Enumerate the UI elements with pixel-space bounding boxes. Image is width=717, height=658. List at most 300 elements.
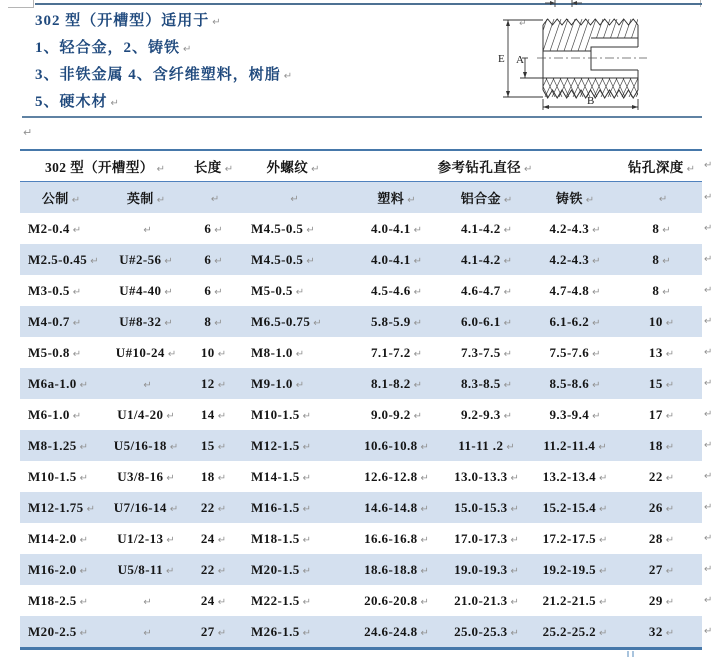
cell-metric[interactable]: M5-0.8 ↵ <box>28 344 82 360</box>
row-end-mark: ↵ <box>704 564 713 575</box>
cell-end-mark: ↵ <box>306 255 315 267</box>
cell-end-mark: ↵ <box>503 224 513 236</box>
cell-plastic[interactable]: 9.0-9.2 ↵ <box>371 406 423 422</box>
table-row <box>20 399 702 430</box>
cell-end-mark: ↵ <box>217 472 227 484</box>
cell-end-mark: ↵ <box>210 193 220 205</box>
cell-metric[interactable]: M16-2.0 ↵ <box>20 554 102 585</box>
cell-end-mark: ↵ <box>164 286 173 298</box>
cell-end-mark: ↵ <box>156 164 166 175</box>
row-end-mark: ↵ <box>704 626 713 637</box>
cell-end-mark: ↵ <box>302 534 312 546</box>
cell-end-mark: ↵ <box>214 255 223 267</box>
paragraph-mark: ↵ <box>519 19 527 29</box>
cell-ext-thread[interactable]: M26-1.5 ↵ <box>237 616 349 649</box>
col-header-302-type[interactable]: 302 型（开槽型） ↵ <box>20 150 190 182</box>
cell-cast-iron[interactable]: 13.2-13.4 ↵ <box>542 468 608 484</box>
cell-aluminum[interactable]: 13.0-13.3 ↵ <box>454 468 519 484</box>
cell-end-mark: ↵ <box>592 379 601 391</box>
cell-imperial[interactable]: U1/4-20 ↵ <box>117 406 175 422</box>
cell-cast-iron[interactable]: 17.2-17.5 ↵ <box>542 530 608 546</box>
cell-end-mark: ↵ <box>662 286 671 298</box>
cell-end-mark: ↵ <box>510 503 519 515</box>
cell-aluminum[interactable]: 15.0-15.3 ↵ <box>444 492 529 523</box>
cell-aluminum[interactable]: 4.1-4.2 ↵ <box>461 220 513 236</box>
cell-end-mark: ↵ <box>71 195 81 206</box>
col-header-metric[interactable]: 公制 ↵ <box>20 182 102 214</box>
cell-plastic[interactable]: 16.6-16.8 ↵ <box>364 530 429 546</box>
cell-metric[interactable]: M18-2.5 ↵ <box>28 592 89 608</box>
row-end-mark: ↵ <box>704 316 713 327</box>
paragraph-mark: ↵ <box>283 71 293 82</box>
cell-imperial[interactable] <box>102 213 190 244</box>
cell-ext-thread[interactable]: M5-0.5 ↵ <box>251 282 305 298</box>
cell-cast-iron[interactable]: 19.2-19.5 ↵ <box>529 554 621 585</box>
cell-depth[interactable]: 18 ↵ <box>621 430 702 461</box>
cell-length[interactable]: 27 ↵ <box>190 616 237 649</box>
cell-metric[interactable]: M4-0.7 ↵ <box>20 306 102 337</box>
cell-depth[interactable]: 26 ↵ <box>621 492 702 523</box>
cell-end-mark: ↵ <box>413 224 423 236</box>
cell-end-mark: ↵ <box>79 472 89 484</box>
cell-end-mark: ↵ <box>665 472 675 484</box>
col-header-aluminum[interactable]: 铝合金 ↵ <box>444 182 529 214</box>
cell-plastic[interactable]: 4.5-4.6 ↵ <box>371 282 423 298</box>
col-header-empty[interactable] <box>237 182 349 214</box>
cell-end-mark: ↵ <box>510 534 519 546</box>
cell-end-mark: ↵ <box>407 195 416 206</box>
cell-end-mark: ↵ <box>143 627 152 639</box>
cell-imperial[interactable]: U5/16-18 ↵ <box>102 430 190 461</box>
cell-end-mark: ↵ <box>420 441 429 453</box>
cell-end-mark: ↵ <box>420 534 429 546</box>
cell-end-mark: ↵ <box>510 472 519 484</box>
cell-end-mark: ↵ <box>598 441 607 453</box>
cell-end-mark: ↵ <box>503 348 513 360</box>
cell-aluminum[interactable]: 21.0-21.3 ↵ <box>454 592 519 608</box>
cell-end-mark: ↵ <box>79 627 89 639</box>
table-row <box>20 585 702 616</box>
cell-imperial[interactable]: U#4-40 ↵ <box>119 282 173 298</box>
cell-end-mark: ↵ <box>420 503 429 515</box>
cell-end-mark: ↵ <box>665 534 675 546</box>
cell-length[interactable]: 14 ↵ <box>200 406 227 422</box>
cell-aluminum[interactable]: 4.1-4.2 ↵ <box>444 244 529 275</box>
cell-end-mark: ↵ <box>665 348 675 360</box>
cell-end-mark: ↵ <box>302 472 312 484</box>
intro-block <box>35 8 292 116</box>
cell-length[interactable]: 10 ↵ <box>200 344 227 360</box>
cell-cast-iron[interactable]: 21.2-21.5 ↵ <box>542 592 608 608</box>
cell-end-mark: ↵ <box>503 255 513 267</box>
cell-end-mark: ↵ <box>217 379 227 391</box>
cell-end-mark: ↵ <box>302 410 312 422</box>
cell-ext-thread[interactable]: M4.5-0.5 ↵ <box>237 244 349 275</box>
cell-end-mark: ↵ <box>413 348 423 360</box>
cell-aluminum[interactable]: 4.6-4.7 ↵ <box>461 282 513 298</box>
dimension-label-b: B <box>587 95 595 107</box>
cell-length[interactable]: 18 ↵ <box>200 468 227 484</box>
cell-imperial[interactable] <box>102 616 190 649</box>
cell-end-mark: ↵ <box>217 503 227 515</box>
cell-plastic[interactable]: 10.6-10.8 ↵ <box>349 430 444 461</box>
cell-plastic[interactable]: 18.6-18.8 ↵ <box>349 554 444 585</box>
cell-metric[interactable]: M2-0.4 ↵ <box>28 220 82 236</box>
cell-imperial[interactable]: U1/2-13 ↵ <box>117 530 175 546</box>
cell-ext-thread[interactable]: M4.5-0.5 ↵ <box>251 220 315 236</box>
cell-end-mark: ↵ <box>72 348 82 360</box>
cell-end-mark: ↵ <box>166 410 175 422</box>
table-row <box>20 554 702 585</box>
cell-length[interactable]: 6 ↵ <box>190 244 237 275</box>
cell-ext-thread[interactable]: M16-1.5 ↵ <box>237 492 349 523</box>
cell-plastic[interactable]: 4.0-4.1 ↵ <box>371 220 423 236</box>
cell-cast-iron[interactable]: 9.3-9.4 ↵ <box>549 406 601 422</box>
intro-line[interactable]: 3、非铁金属 4、含纤维塑料，树脂 ↵ <box>35 67 293 83</box>
cell-imperial[interactable] <box>102 368 190 399</box>
cell-end-mark: ↵ <box>599 472 608 484</box>
cell-end-mark: ↵ <box>169 503 179 515</box>
cell-end-mark: ↵ <box>214 286 223 298</box>
row-end-mark: ↵ <box>704 285 713 296</box>
cell-depth[interactable]: 22 ↵ <box>648 468 675 484</box>
cell-end-mark: ↵ <box>290 193 299 205</box>
cell-end-mark: ↵ <box>143 596 152 608</box>
cell-end-mark: ↵ <box>413 379 423 391</box>
cell-aluminum[interactable]: 11-11 .2 ↵ <box>444 430 529 461</box>
cell-metric[interactable]: M3-0.5 ↵ <box>28 282 82 298</box>
cell-length[interactable]: 6 ↵ <box>204 282 223 298</box>
cell-end-mark: ↵ <box>686 164 696 175</box>
cell-imperial[interactable] <box>102 585 190 616</box>
cell-end-mark: ↵ <box>217 441 227 453</box>
cell-end-mark: ↵ <box>302 596 312 608</box>
paragraph-mark: ↵ <box>183 44 192 55</box>
cell-end-mark: ↵ <box>72 224 82 236</box>
cell-aluminum[interactable]: 7.3-7.5 ↵ <box>461 344 513 360</box>
cell-end-mark: ↵ <box>658 193 668 205</box>
cell-end-mark: ↵ <box>503 410 513 422</box>
col-header-empty[interactable] <box>190 182 237 214</box>
col-header-cast-iron[interactable]: 铸铁 ↵ <box>529 182 621 214</box>
cell-end-mark: ↵ <box>306 224 315 236</box>
cell-end-mark: ↵ <box>166 534 175 546</box>
cell-end-mark: ↵ <box>665 379 675 391</box>
cell-end-mark: ↵ <box>169 441 179 453</box>
cell-plastic[interactable]: 5.8-5.9 ↵ <box>349 306 444 337</box>
cell-depth[interactable]: 29 ↵ <box>648 592 675 608</box>
cell-aluminum[interactable]: 19.0-19.3 ↵ <box>444 554 529 585</box>
cell-end-mark: ↵ <box>599 596 608 608</box>
cell-ext-thread[interactable]: M9-1.0 ↵ <box>237 368 349 399</box>
insert-technical-drawing <box>497 0 655 116</box>
cell-end-mark: ↵ <box>295 379 305 391</box>
cell-length[interactable]: 15 ↵ <box>190 430 237 461</box>
cell-cast-iron[interactable]: 4.2-4.3 ↵ <box>549 220 601 236</box>
cell-plastic[interactable]: 14.6-14.8 ↵ <box>349 492 444 523</box>
cell-end-mark: ↵ <box>164 255 173 267</box>
col-header-external-thread[interactable]: 外螺纹 ↵ <box>237 150 349 182</box>
cell-depth[interactable]: 10 ↵ <box>621 306 702 337</box>
cell-end-mark: ↵ <box>662 224 671 236</box>
cell-end-mark: ↵ <box>524 164 533 175</box>
row-end-mark: ↵ <box>704 160 713 171</box>
cell-end-mark: ↵ <box>420 627 429 639</box>
table-row <box>20 368 702 399</box>
row-end-mark: ↵ <box>704 254 713 265</box>
cell-end-mark: ↵ <box>585 195 595 206</box>
cell-metric[interactable]: M10-1.5 ↵ <box>28 468 89 484</box>
row-end-mark: ↵ <box>704 471 713 482</box>
cell-end-mark: ↵ <box>413 255 423 267</box>
cell-plastic[interactable]: 8.1-8.2 ↵ <box>349 368 444 399</box>
table-row <box>20 430 702 461</box>
cell-end-mark: ↵ <box>86 503 95 515</box>
cell-end-mark: ↵ <box>420 565 429 577</box>
col-header-empty[interactable] <box>621 182 702 214</box>
cell-aluminum[interactable]: 9.2-9.3 ↵ <box>461 406 513 422</box>
paragraph-mark: ↵ <box>110 98 119 109</box>
cell-metric[interactable]: M6-1.0 ↵ <box>28 406 82 422</box>
row-end-mark: ↵ <box>704 440 713 451</box>
cell-end-mark: ↵ <box>302 565 312 577</box>
cell-depth[interactable]: 13 ↵ <box>648 344 675 360</box>
cell-aluminum[interactable]: 17.0-17.3 ↵ <box>454 530 519 546</box>
insert-spec-table <box>20 149 702 650</box>
cell-depth[interactable]: 8 ↵ <box>652 282 671 298</box>
cell-end-mark: ↵ <box>599 534 608 546</box>
cell-ext-thread[interactable]: M10-1.5 ↵ <box>251 406 312 422</box>
row-end-mark: ↵ <box>704 595 713 606</box>
paragraph-mark: ↵ <box>23 126 33 139</box>
cell-imperial[interactable]: U5/8-11 ↵ <box>102 554 190 585</box>
cell-end-mark: ↵ <box>166 472 175 484</box>
intro-title[interactable]: 302 型（开槽型）适用于 ↵ <box>35 13 221 29</box>
cell-end-mark: ↵ <box>665 627 675 639</box>
cell-cast-iron[interactable]: 4.7-4.8 ↵ <box>549 282 601 298</box>
cell-end-mark: ↵ <box>143 379 152 391</box>
cell-end-mark: ↵ <box>665 410 675 422</box>
cell-end-mark: ↵ <box>217 534 227 546</box>
row-end-mark: ↵ <box>704 502 713 513</box>
cell-cast-iron[interactable]: 25.2-25.2 ↵ <box>529 616 621 649</box>
cell-metric[interactable]: M12-1.75 ↵ <box>20 492 102 523</box>
cell-end-mark: ↵ <box>217 565 227 577</box>
cell-end-mark: ↵ <box>72 286 82 298</box>
table-row <box>20 244 702 275</box>
cell-end-mark: ↵ <box>413 410 423 422</box>
cell-cast-iron[interactable]: 15.2-15.4 ↵ <box>529 492 621 523</box>
cell-aluminum[interactable]: 6.0-6.1 ↵ <box>444 306 529 337</box>
row-end-mark: ↵ <box>704 409 713 420</box>
cell-end-mark: ↵ <box>420 472 429 484</box>
cell-ext-thread[interactable]: M6.5-0.75 ↵ <box>237 306 349 337</box>
cell-end-mark: ↵ <box>72 317 82 329</box>
cell-end-mark: ↵ <box>217 627 227 639</box>
cell-plastic[interactable]: 20.6-20.8 ↵ <box>364 592 429 608</box>
cell-imperial[interactable]: U#10-24 ↵ <box>115 344 177 360</box>
col-header-imperial[interactable]: 英制 ↵ <box>102 182 190 214</box>
cell-ext-thread[interactable]: M14-1.5 ↵ <box>251 468 312 484</box>
cell-end-mark: ↵ <box>224 164 234 175</box>
cell-metric[interactable]: M6a-1.0 ↵ <box>20 368 102 399</box>
cell-imperial[interactable]: U#8-32 ↵ <box>102 306 190 337</box>
cell-end-mark: ↵ <box>72 410 82 422</box>
cell-aluminum[interactable]: 25.0-25.3 ↵ <box>444 616 529 649</box>
cell-end-mark: ↵ <box>503 379 513 391</box>
cell-cast-iron[interactable]: 8.5-8.6 ↵ <box>529 368 621 399</box>
table-row <box>20 306 702 337</box>
cell-end-mark: ↵ <box>503 195 513 206</box>
cell-end-mark: ↵ <box>665 503 675 515</box>
cell-ext-thread[interactable]: M18-1.5 ↵ <box>251 530 312 546</box>
table-row <box>20 337 702 368</box>
cell-end-mark: ↵ <box>217 596 227 608</box>
cell-end-mark: ↵ <box>156 195 166 206</box>
cell-end-mark: ↵ <box>506 441 515 453</box>
cell-length[interactable]: 22 ↵ <box>190 492 237 523</box>
cell-end-mark: ↵ <box>510 627 519 639</box>
paragraph-mark: ↵ <box>212 17 221 28</box>
cell-end-mark: ↵ <box>302 503 312 515</box>
table-row <box>20 461 702 492</box>
table-row <box>20 492 702 523</box>
cell-end-mark: ↵ <box>503 317 513 329</box>
cell-imperial[interactable]: U#2-56 ↵ <box>102 244 190 275</box>
dimension-label-a: A <box>516 54 524 66</box>
cell-plastic[interactable]: 7.1-7.2 ↵ <box>371 344 423 360</box>
col-header-drill-depth[interactable]: 钻孔深度 ↵ <box>621 150 702 182</box>
table-row <box>20 275 702 306</box>
cell-end-mark: ↵ <box>295 286 305 298</box>
cell-end-mark: ↵ <box>592 286 601 298</box>
cell-ext-thread[interactable]: M8-1.0 ↵ <box>251 344 305 360</box>
intro-line[interactable]: 5、硬木材 ↵ <box>35 94 119 110</box>
cell-depth[interactable]: 28 ↵ <box>648 530 675 546</box>
cell-end-mark: ↵ <box>214 224 223 236</box>
cell-depth[interactable]: 32 ↵ <box>621 616 702 649</box>
cell-length[interactable]: 24 ↵ <box>200 592 227 608</box>
cell-depth[interactable]: 8 ↵ <box>652 220 671 236</box>
section-divider-rule <box>22 116 702 118</box>
cell-end-mark: ↵ <box>79 441 89 453</box>
cell-metric[interactable]: M14-2.0 ↵ <box>28 530 89 546</box>
table-handle-tick <box>632 651 634 657</box>
table-row <box>20 616 702 649</box>
cell-depth[interactable]: 8 ↵ <box>621 244 702 275</box>
cell-end-mark: ↵ <box>164 317 173 329</box>
cell-end-mark: ↵ <box>665 565 675 577</box>
cell-end-mark: ↵ <box>313 317 322 329</box>
cell-end-mark: ↵ <box>592 317 601 329</box>
cell-cast-iron[interactable]: 11.2-11.4 ↵ <box>529 430 621 461</box>
cell-end-mark: ↵ <box>167 348 177 360</box>
cell-end-mark: ↵ <box>295 348 305 360</box>
cell-imperial[interactable]: U7/16-14 ↵ <box>102 492 190 523</box>
table-row <box>20 523 702 554</box>
cell-end-mark: ↵ <box>413 286 423 298</box>
cell-end-mark: ↵ <box>599 627 608 639</box>
cell-ext-thread[interactable]: M22-1.5 ↵ <box>251 592 312 608</box>
cell-end-mark: ↵ <box>79 379 89 391</box>
cell-end-mark: ↵ <box>662 255 671 267</box>
cell-end-mark: ↵ <box>510 565 519 577</box>
row-end-mark: ↵ <box>704 192 713 203</box>
cell-depth[interactable]: 17 ↵ <box>648 406 675 422</box>
intro-line[interactable]: 1、轻合金，2、铸铁 ↵ <box>35 40 192 56</box>
cell-end-mark: ↵ <box>599 565 608 577</box>
row-end-mark: ↵ <box>704 378 713 389</box>
cell-end-mark: ↵ <box>143 224 152 236</box>
col-header-length[interactable]: 长度 ↵ <box>190 150 237 182</box>
cell-cast-iron[interactable]: 4.2-4.3 ↵ <box>529 244 621 275</box>
cell-end-mark: ↵ <box>599 503 608 515</box>
table-header-row-2 <box>20 182 702 214</box>
cell-end-mark: ↵ <box>413 317 423 329</box>
cell-end-mark: ↵ <box>503 286 513 298</box>
cell-cast-iron[interactable]: 6.1-6.2 ↵ <box>529 306 621 337</box>
cell-end-mark: ↵ <box>592 255 601 267</box>
cell-metric[interactable]: M8-1.25 ↵ <box>20 430 102 461</box>
cell-end-mark: ↵ <box>217 348 227 360</box>
cell-end-mark: ↵ <box>665 317 675 329</box>
cell-end-mark: ↵ <box>214 317 223 329</box>
cell-ext-thread[interactable]: M12-1.5 ↵ <box>237 430 349 461</box>
cell-plastic[interactable]: 4.0-4.1 ↵ <box>349 244 444 275</box>
cell-end-mark: ↵ <box>302 627 312 639</box>
cell-depth[interactable]: 15 ↵ <box>621 368 702 399</box>
cell-end-mark: ↵ <box>217 410 227 422</box>
margin-crop-mark-top-left-v <box>33 0 34 7</box>
table-handle-tick <box>627 651 629 657</box>
col-header-ref-drill-diameter[interactable]: 参考钻孔直径 ↵ <box>349 150 621 182</box>
col-header-plastic[interactable]: 塑料 ↵ <box>349 182 444 214</box>
cell-metric[interactable]: M20-2.5 ↵ <box>20 616 102 649</box>
cell-end-mark: ↵ <box>311 164 320 175</box>
table-row <box>20 213 702 244</box>
cell-end-mark: ↵ <box>592 348 601 360</box>
cell-plastic[interactable]: 12.6-12.8 ↵ <box>364 468 429 484</box>
cell-plastic[interactable]: 24.6-24.8 ↵ <box>349 616 444 649</box>
cell-length[interactable]: 24 ↵ <box>200 530 227 546</box>
cell-depth[interactable]: 27 ↵ <box>621 554 702 585</box>
cell-aluminum[interactable]: 8.3-8.5 ↵ <box>444 368 529 399</box>
cell-end-mark: ↵ <box>665 441 675 453</box>
cell-cast-iron[interactable]: 7.5-7.6 ↵ <box>549 344 601 360</box>
cell-length[interactable]: 8 ↵ <box>190 306 237 337</box>
cell-length[interactable]: 12 ↵ <box>190 368 237 399</box>
table-header-row-1 <box>20 150 702 182</box>
cell-imperial[interactable]: U3/8-16 ↵ <box>117 468 175 484</box>
row-end-mark: ↵ <box>704 223 713 234</box>
cell-ext-thread[interactable]: M20-1.5 ↵ <box>237 554 349 585</box>
cell-end-mark: ↵ <box>90 255 99 267</box>
cell-length[interactable]: 22 ↵ <box>190 554 237 585</box>
dimension-label-e: E <box>498 53 505 65</box>
row-end-mark: ↵ <box>704 533 713 544</box>
row-end-mark: ↵ <box>704 347 713 358</box>
cell-end-mark: ↵ <box>592 224 601 236</box>
cell-end-mark: ↵ <box>302 441 312 453</box>
cell-end-mark: ↵ <box>420 596 429 608</box>
margin-crop-mark-top-left-h <box>8 7 34 8</box>
cell-end-mark: ↵ <box>592 410 601 422</box>
cell-metric[interactable]: M2.5-0.45 ↵ <box>20 244 102 275</box>
cell-end-mark: ↵ <box>166 565 175 577</box>
cell-end-mark: ↵ <box>665 596 675 608</box>
cell-length[interactable]: 6 ↵ <box>204 220 223 236</box>
cell-end-mark: ↵ <box>79 596 89 608</box>
